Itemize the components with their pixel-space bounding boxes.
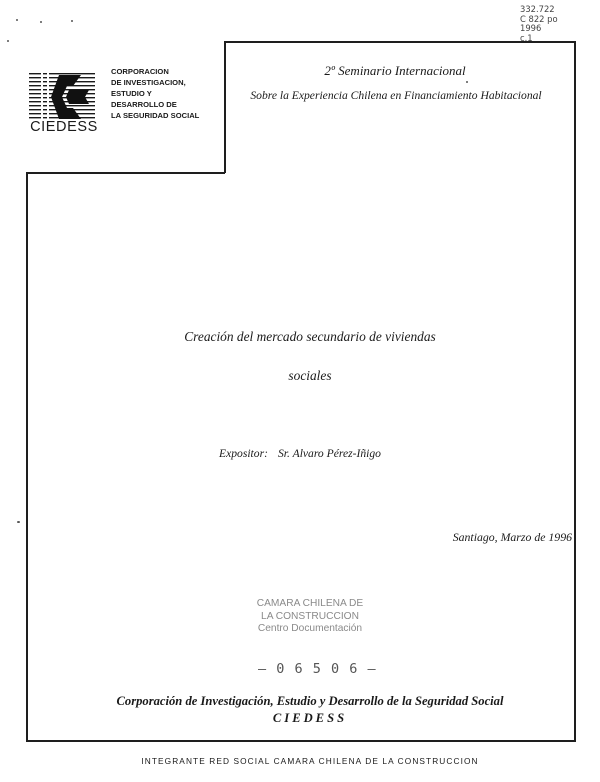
place-date: Santiago, Marzo de 1996 — [452, 530, 572, 544]
org-line: ESTUDIO Y — [111, 89, 152, 98]
seminar-title: 2º Seminario Internacional — [324, 63, 466, 78]
stamp-line: LA CONSTRUCCION — [261, 610, 359, 622]
org-line: DE INVESTIGACION, — [111, 78, 186, 87]
frame-step-vertical — [224, 41, 226, 173]
scan-speck — [466, 81, 468, 83]
footer-org-short: CIEDESS — [272, 711, 348, 725]
footer-org-full: Corporación de Investigación, Estudio y Desarrollo de la Seguridad Social — [116, 694, 504, 708]
scan-speck — [40, 21, 42, 23]
org-line: DESARROLLO DE — [111, 100, 177, 109]
scan-speck — [16, 19, 18, 21]
frame-left-line — [26, 172, 28, 742]
org-name-block — [111, 66, 199, 121]
ciedess-wordmark: CIEDESS — [30, 119, 98, 135]
scan-speck — [7, 40, 9, 42]
scan-speck — [17, 521, 20, 523]
seminar-subtitle: Sobre la Experiencia Chilena en Financiamiento Habitacional — [250, 89, 542, 102]
document-title-line1: Creación del mercado secundario de viviendas — [184, 329, 436, 344]
org-line: LA SEGURIDAD SOCIAL — [111, 111, 200, 120]
call-number-line: 1996 — [520, 23, 542, 33]
handwritten-call-number — [520, 5, 558, 43]
stamp-line: CAMARA CHILENA DE — [256, 598, 364, 609]
network-line: INTEGRANTE RED SOCIAL CAMARA CHILENA DE LA CONSTRUCCION — [141, 756, 479, 766]
expositor-name: Sr. Alvaro Pérez-Iñigo — [278, 447, 381, 460]
scan-speck — [71, 20, 73, 22]
call-number-line: C 822 po — [520, 13, 558, 24]
stamp-line: Centro Documentación — [257, 623, 363, 634]
ciedess-logo — [29, 72, 95, 122]
org-line: CORPORACION — [111, 67, 169, 76]
frame-right-line — [574, 41, 576, 742]
expositor-label: Expositor: — [219, 447, 268, 460]
call-number-line: c.1 — [520, 32, 533, 43]
document-title-line2: sociales — [288, 368, 332, 383]
accession-number: – 0 6 5 0 6 – — [258, 661, 377, 677]
library-stamp — [250, 598, 370, 636]
frame-bottom-line — [26, 740, 576, 742]
call-number-line: 332.722 — [520, 4, 555, 14]
frame-step-horizontal — [27, 172, 225, 174]
